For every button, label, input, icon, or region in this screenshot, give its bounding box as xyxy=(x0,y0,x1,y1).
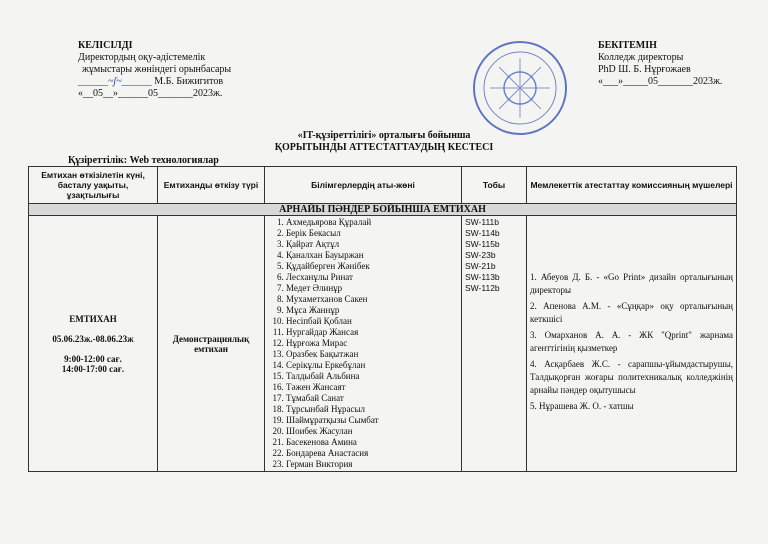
student-list-item: 15. Талдыбай Альбина xyxy=(286,371,458,382)
student-list-item: 19. Шаймұратқызы Сымбат xyxy=(286,415,458,426)
exam-name: ЕМТИХАН xyxy=(69,313,117,324)
group-code: SW-112b xyxy=(465,283,500,293)
exam-time-afternoon: 14:00-17:00 сағ. xyxy=(61,363,125,374)
table-header-row xyxy=(29,167,737,204)
agreed-signer: М.Б. Бижигитов xyxy=(154,76,224,87)
agreed-heading: КЕЛІСІЛДІ xyxy=(78,40,133,51)
student-list-item: 10. Несіпбай Қоблан xyxy=(286,316,458,327)
group-code: SW-23b xyxy=(465,250,496,260)
group-code: SW-113b xyxy=(465,272,500,282)
student-list-item: 9. Мұса Жаннұр xyxy=(286,305,458,316)
commission-member: 1. Абеуов Д. Б. - «Go Print» дизайн орталығының директоры xyxy=(530,272,733,295)
student-list-item: 21. Басекенова Амина xyxy=(286,437,458,448)
groups-cell xyxy=(462,216,527,472)
student-list-item: 16. Тәжен Жансаят xyxy=(286,382,458,393)
agreed-position-line2: жұмыстары жөніндегі орынбасары xyxy=(82,64,232,75)
exam-time-morning: 9:00-12:00 сағ. xyxy=(64,353,122,364)
agreed-block xyxy=(78,40,308,100)
agreed-position-line1: Директордың оқу-әдістемелік xyxy=(78,52,206,63)
student-list-item: 5. Құдайберген Жәнібек xyxy=(286,261,458,272)
title-line1: «IT-құзіреттілігі» орталығы бойынша xyxy=(297,130,471,141)
commission-member: 3. Омарханов А. А. - ЖК "Qprint" жарнама агенттігінің қызметкер xyxy=(530,330,733,353)
approved-signer: PhD Ш. Б. Нұрғожаев xyxy=(598,64,691,75)
group-code: SW-111b xyxy=(465,217,500,227)
header-student-names: Білімгерлердің аты-жөні xyxy=(265,167,462,204)
student-list-item: 4. Қаналхан Бауыржан xyxy=(286,250,458,261)
group-code: SW-114b xyxy=(465,228,500,238)
student-list-item: 22. Бондарева Анастасия xyxy=(286,448,458,459)
approved-block xyxy=(598,40,758,88)
section-title: АРНАЙЫ ПӘНДЕР БОЙЫНША ЕМТИХАН xyxy=(29,204,737,216)
commission-cell xyxy=(527,216,737,472)
student-list-item: 12. Нұрғожа Мирас xyxy=(286,338,458,349)
approved-heading: БЕКІТЕМІН xyxy=(598,40,657,51)
student-list-item: 11. Нургайдар Жансая xyxy=(286,327,458,338)
attestation-schedule-table xyxy=(28,166,737,472)
handwritten-signature: ______~ʃ~______ xyxy=(78,76,152,87)
header-commission: Мемлекеттік атестаттау комиссияның мүшелері xyxy=(527,167,737,204)
student-list-item: 18. Тұрсынбай Нұрасыл xyxy=(286,404,458,415)
exam-type-cell: Демонстрациялық емтихан xyxy=(158,216,265,472)
agreed-date: «__05__»______05_______2023ж. xyxy=(78,88,223,99)
student-list-item: 6. Лесханұлы Ринат xyxy=(286,272,458,283)
student-list-item: 14. Серікұлы Еркебұлан xyxy=(286,360,458,371)
group-code: SW-21b xyxy=(465,261,496,271)
student-list-item: 1. Ахмедьярова Құралай xyxy=(286,217,458,228)
student-list-item: 8. Мухаметханов Сакен xyxy=(286,294,458,305)
student-list-item: 13. Оразбек Бақытжан xyxy=(286,349,458,360)
agreed-signature-line xyxy=(78,76,308,88)
section-row xyxy=(29,204,737,216)
group-code: SW-115b xyxy=(465,239,500,249)
document-title xyxy=(0,130,768,154)
competency-label: Құзіреттілік: Web технологиялар xyxy=(68,155,219,166)
commission-member: 5. Нұрашева Ж. О. - хатшы xyxy=(530,401,634,411)
table-row xyxy=(29,216,737,472)
commission-member: 2. Апенова А.М. - «Сұңқар» оқу орталығының кеткшісі xyxy=(530,301,733,324)
students-cell xyxy=(265,216,462,472)
student-list-item: 17. Тұмабай Санат xyxy=(286,393,458,404)
exam-date-cell xyxy=(29,216,158,472)
header-exam-type: Емтиханды өткізу түрі xyxy=(158,167,265,204)
student-list-item: 2. Берік Бекасыл xyxy=(286,228,458,239)
exam-dates: 05.06.23ж.-08.06.23ж xyxy=(52,333,134,344)
student-list xyxy=(268,217,458,470)
header-group: Тобы xyxy=(462,167,527,204)
approved-date: «___»_____05_______2023ж. xyxy=(598,76,723,87)
commission-member: 4. Асқарбаев Ж.С. - сарапшы-ұйымдастырушы, Талдықорған жоғары политехникалық колледжінің арнайы пәндер оқытушысы xyxy=(530,359,733,395)
official-seal-icon xyxy=(470,38,570,138)
approved-position: Колледж директоры xyxy=(598,52,684,63)
title-line2: ҚОРЫТЫНДЫ АТТЕСТАТТАУДЫҢ КЕСТЕСІ xyxy=(274,142,494,153)
student-list-item: 3. Қайрат Ақтұл xyxy=(286,239,458,250)
student-list-item: 23. Герман Виктория xyxy=(286,459,458,470)
student-list-item: 7. Медет Әлинұр xyxy=(286,283,458,294)
student-list-item: 20. Шоибек Жасулан xyxy=(286,426,458,437)
header-date-time: Емтихан өткізілетін күні, басталу уақыты, ұзақтылығы xyxy=(29,167,158,204)
